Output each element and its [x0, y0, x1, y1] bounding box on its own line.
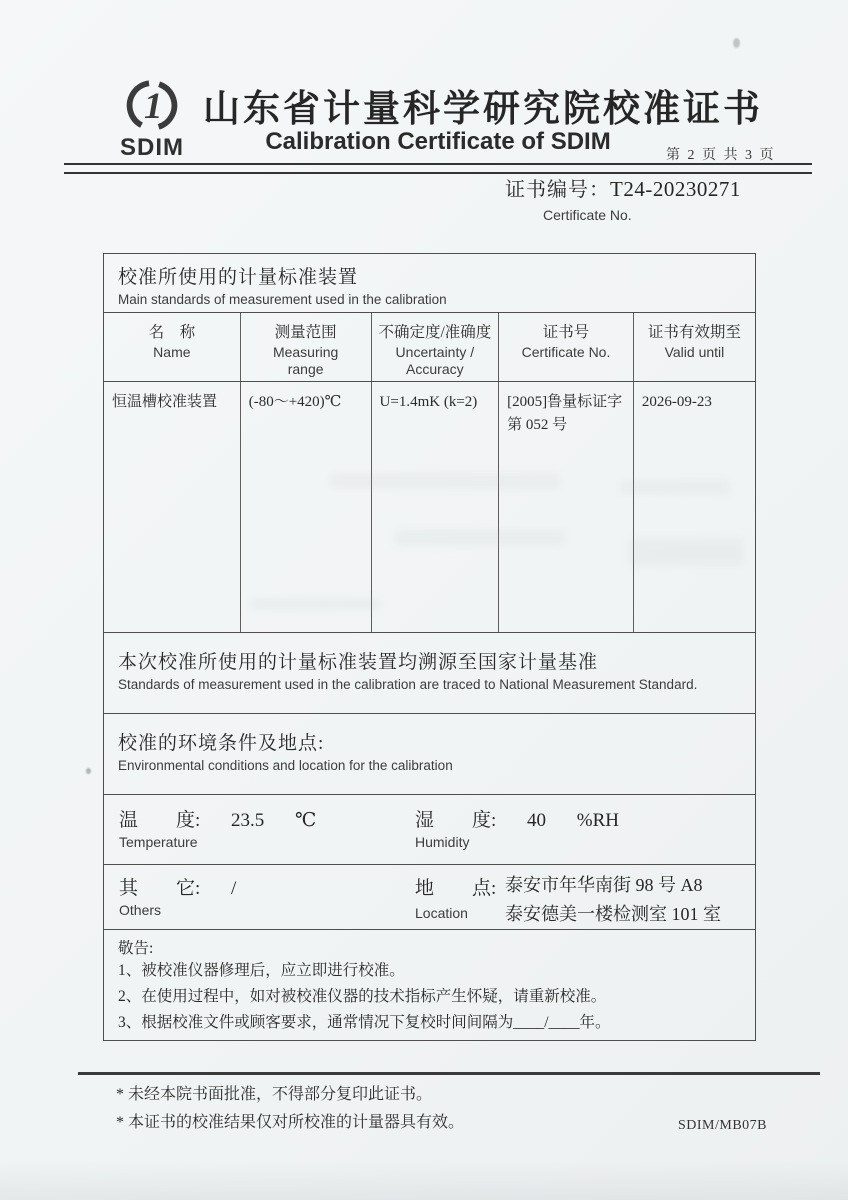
- temperature-unit: ℃: [295, 810, 317, 831]
- standards-title-en: Main standards of measurement used in the calibration: [118, 292, 447, 307]
- notice-item-1: 1、被校准仪器修理后，应立即进行校准。: [118, 962, 405, 979]
- humidity-unit: %RH: [576, 810, 620, 831]
- standards-section-header: [104, 254, 755, 312]
- show-through-artifact: [250, 598, 380, 610]
- footer-divider: [78, 1072, 820, 1075]
- sdim-logo: [96, 76, 208, 162]
- form-code: SDIM/MB07B: [678, 1118, 768, 1133]
- others-location-row: [104, 864, 755, 929]
- traceability-statement-en: Standards of measurement used in the calibration are traced to National Measurement Standard.: [118, 677, 698, 692]
- cell-standard-name: 恒温槽校准装置: [104, 382, 241, 632]
- cell-certificate-no: [2005]鲁量标证字 第 052 号: [499, 382, 634, 632]
- temperature-value: 23.5: [231, 810, 265, 831]
- column-header-measuring-range: 测量范围 Measuring range: [241, 313, 372, 381]
- standards-table-row: [104, 381, 755, 632]
- column-header-valid-until: 证书有效期至 Valid until: [647, 324, 741, 360]
- notice-item-2: 2、在使用过程中，如对被校准仪器的技术指标产生怀疑，请重新校准。: [118, 988, 607, 1005]
- certificate-number-value: T24-20230271: [610, 177, 741, 201]
- traceability-statement-cn: 本次校准所使用的计量标准装置均溯源至国家计量基准: [118, 652, 599, 673]
- environment-section-header: [104, 713, 755, 794]
- show-through-artifact: [628, 538, 743, 566]
- footer-note-2: * 本证书的校准结果仅对所校准的计量器具有效。: [116, 1114, 465, 1131]
- standards-title-cn: 校准所使用的计量标准装置: [118, 267, 359, 288]
- location-field: [415, 873, 721, 929]
- certificate-body: [103, 253, 756, 1041]
- humidity-value: 40: [527, 810, 547, 831]
- temperature-label-en: Temperature: [119, 834, 198, 850]
- cell-measuring-range: (-80～+420)℃: [241, 382, 372, 632]
- traceability-section: [104, 632, 755, 713]
- location-label-en: Location: [415, 905, 468, 921]
- logo-text: SDIM: [120, 134, 184, 161]
- show-through-artifact: [620, 480, 730, 494]
- location-value-line1: 泰安市年华南街 98 号 A8: [505, 875, 703, 895]
- footer-note-1: * 未经本院书面批准，不得部分复印此证书。: [116, 1086, 433, 1103]
- others-label-cn: 其 它:: [119, 878, 201, 899]
- others-label-en: Others: [119, 902, 162, 918]
- environment-readings: [104, 794, 755, 864]
- notice-section: [104, 929, 755, 1040]
- notice-item-3: 3、根据校准文件或顾客要求，通常情况下复校时间间隔为____/____年。: [118, 1014, 611, 1031]
- environment-title-cn: 校准的环境条件及地点:: [118, 733, 325, 754]
- certificate-number-label: 证书编号：: [505, 179, 610, 201]
- humidity-reading: [415, 805, 711, 864]
- location-label-cn: 地 点:: [415, 878, 497, 899]
- scan-speck: [733, 38, 740, 48]
- certificate-number-label-en: Certificate No.: [543, 207, 632, 223]
- others-field: [119, 873, 415, 929]
- standards-table-header: [104, 312, 755, 381]
- column-header-name: 名 称 Name: [104, 313, 241, 381]
- paper-shadow: [0, 1160, 848, 1200]
- temperature-label-cn: 温 度:: [119, 810, 201, 831]
- humidity-label-cn: 湿 度:: [415, 810, 497, 831]
- humidity-label-en: Humidity: [415, 834, 470, 850]
- show-through-artifact: [395, 530, 565, 546]
- page-number: 第 2 页 共 3 页: [666, 148, 776, 163]
- certificate-number-block: [505, 173, 741, 223]
- cell-valid-until: 2026-09-23: [641, 394, 712, 410]
- scan-speck: [86, 768, 91, 774]
- certificate-title-en: Calibration Certificate of SDIM: [265, 128, 611, 155]
- show-through-artifact: [330, 473, 560, 489]
- cell-uncertainty: U=1.4mK (k=2): [372, 382, 500, 632]
- environment-title-en: Environmental conditions and location for the calibration: [118, 758, 453, 773]
- others-value: /: [231, 878, 237, 899]
- sdim-logo-icon: [120, 76, 184, 140]
- column-header-certificate-no: 证书号 Certificate No.: [499, 313, 634, 381]
- column-header-uncertainty: 不确定度/准确度 Uncertainty / Accuracy: [372, 313, 500, 381]
- svg-text:1: 1: [143, 86, 163, 128]
- certificate-title-cn: 山东省计量科学研究院校准证书: [203, 89, 763, 130]
- location-value-line2: 泰安德美一楼检测室 101 室: [505, 904, 721, 924]
- notice-title: 敬告:: [118, 940, 154, 957]
- temperature-reading: [119, 805, 415, 864]
- footer-notes: [116, 1081, 464, 1137]
